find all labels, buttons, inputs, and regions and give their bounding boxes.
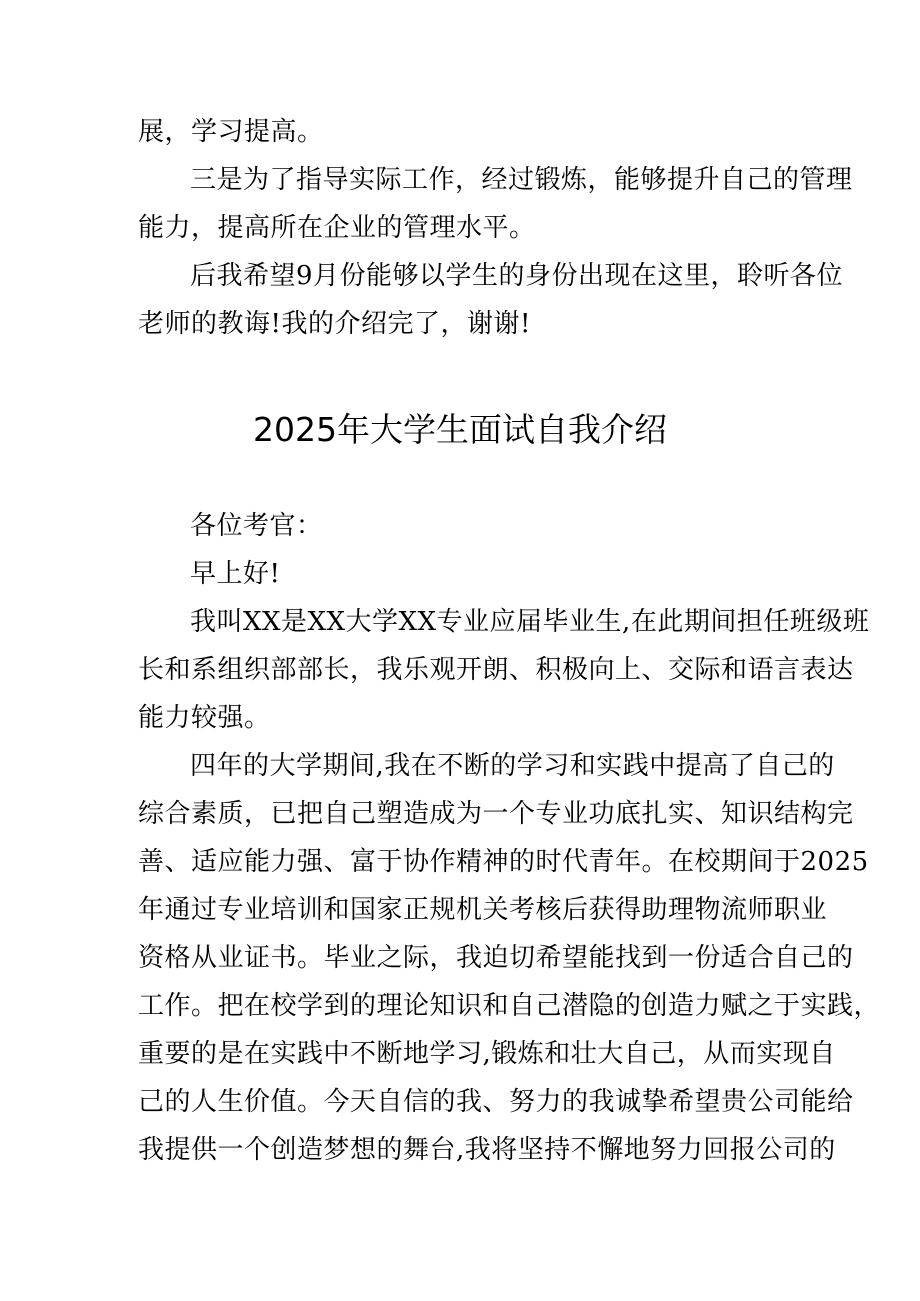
paragraph-line: 重要的是在实践中不断地学习,锻炼和壮大自己，从而实现自 bbox=[138, 1039, 836, 1069]
greeting: 早上好! bbox=[190, 559, 281, 589]
paragraph-line: 综合素质，已把自己塑造成为一个专业功底扎实、知识结构完 bbox=[138, 799, 854, 829]
paragraph-line: 工作。把在校学到的理论知识和自己潜隐的创造力赋之于实践， bbox=[138, 991, 881, 1021]
article-title: 2025年大学生面试自我介绍 bbox=[253, 410, 667, 449]
salutation: 各位考官： bbox=[190, 511, 323, 541]
paragraph-line: 资格从业证书。毕业之际，我迫切希望能找到一份适合自己的 bbox=[138, 943, 854, 973]
paragraph-line: 善、适应能力强、富于协作精神的时代青年。在校期间于2025 bbox=[138, 847, 869, 877]
paragraph-line: 我叫XX是XX大学XX专业应届毕业生,在此期间担任班级班 bbox=[190, 607, 870, 637]
paragraph-line: 后我希望9月份能够以学生的身份出现在这里，聆听各位 bbox=[190, 261, 844, 291]
paragraph-line: 展，学习提高。 bbox=[138, 117, 324, 147]
paragraph-line: 能力较强。 bbox=[138, 703, 271, 733]
paragraph-line: 老师的教诲!我的介绍完了，谢谢! bbox=[138, 309, 531, 339]
paragraph-line: 年通过专业培训和国家正规机关考核后获得助理物流师职业 bbox=[138, 895, 828, 925]
paragraph-line: 四年的大学期间,我在不断的学习和实践中提高了自己的 bbox=[190, 751, 835, 781]
paragraph-line: 己的人生价值。今天自信的我、努力的我诚挚希望贵公司能给 bbox=[138, 1087, 854, 1117]
paragraph-line: 我提供一个创造梦想的舞台,我将坚持不懈地努力回报公司的 bbox=[138, 1135, 836, 1165]
paragraph-line: 三是为了指导实际工作，经过锻炼，能够提升自己的管理 bbox=[190, 165, 853, 195]
paragraph-line: 长和系组织部部长，我乐观开朗、积极向上、交际和语言表达 bbox=[138, 655, 854, 685]
paragraph-line: 能力，提高所在企业的管理水平。 bbox=[138, 213, 536, 243]
